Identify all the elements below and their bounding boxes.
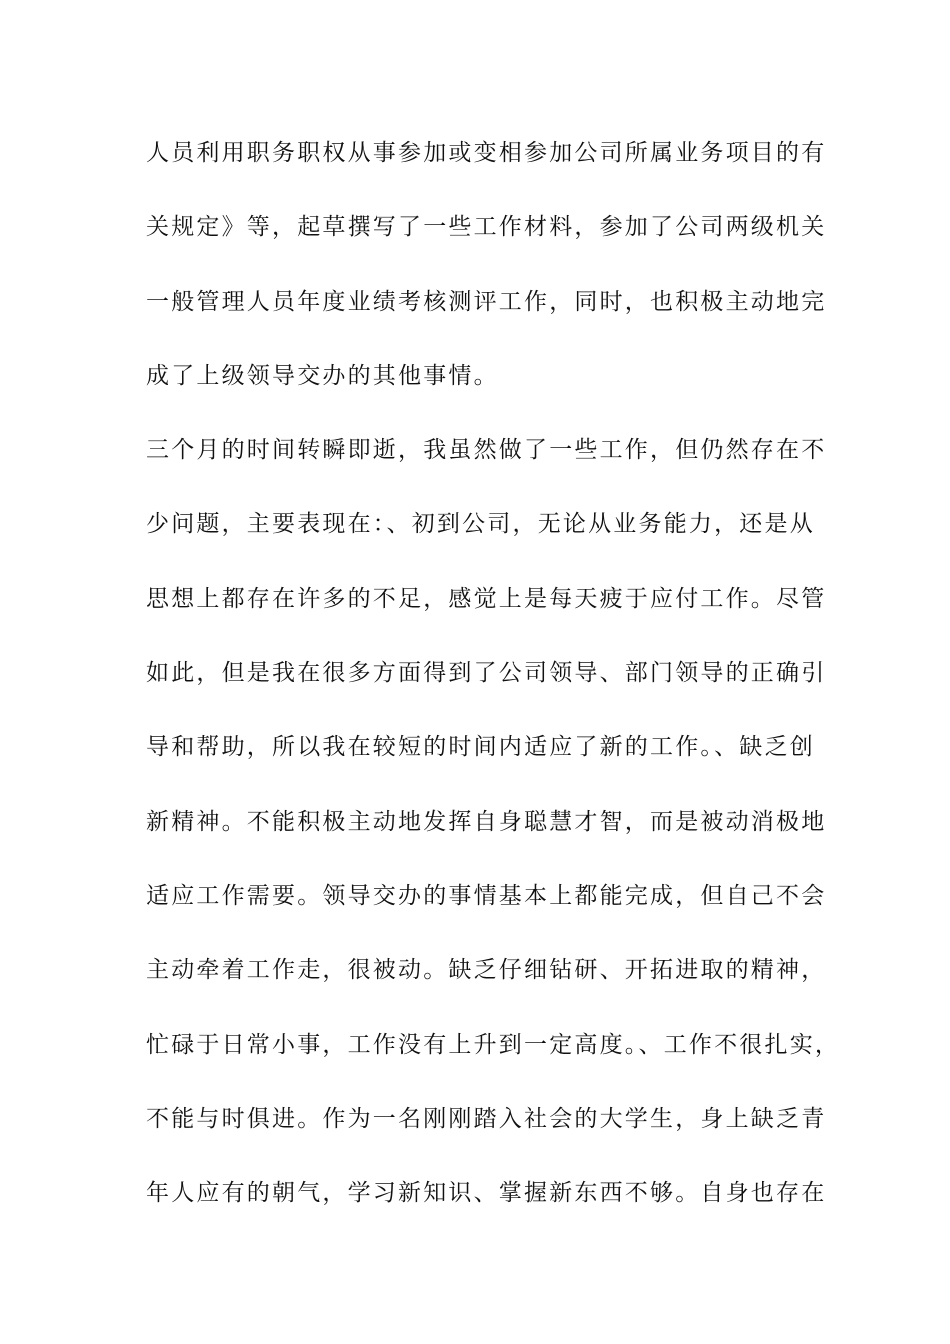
text-line: 新精神。不能积极主动地发挥自身聪慧才智，而是被动消极地 — [146, 808, 827, 835]
text-line: 少问题，主要表现在：、初到公司，无论从业务能力，还是从 — [146, 511, 815, 538]
text-line: 忙碌于日常小事，工作没有上升到一定高度。、工作不很扎实， — [146, 1031, 841, 1058]
text-line: 关规定》等，起草撰写了一些工作材料，参加了公司两级机关 — [146, 214, 827, 241]
body-text — [146, 131, 841, 1245]
text-line: 思想上都存在许多的不足，感觉上是每天疲于应付工作。尽管 — [146, 585, 827, 612]
text-line: 导和帮助，所以我在较短的时间内适应了新的工作。、缺乏创 — [146, 734, 815, 761]
text-line: 三个月的时间转瞬即逝，我虽然做了一些工作，但仍然存在不 — [146, 437, 827, 464]
text-line: 人员利用职务职权从事参加或变相参加公司所属业务项目的有 — [146, 140, 827, 166]
text-line: 如此，但是我在很多方面得到了公司领导、部门领导的正确引 — [146, 660, 827, 687]
text-line: 年人应有的朝气，学习新知识、掌握新东西不够。自身也存在 — [146, 1180, 827, 1207]
text-line: 主动牵着工作走，很被动。缺乏仔细钻研、开拓进取的精神， — [146, 957, 827, 984]
text-line: 成了上级领导交办的其他事情。 — [146, 362, 499, 389]
text-line: 一般管理人员年度业绩考核测评工作，同时，也积极主动地完 — [146, 288, 827, 315]
text-line: 适应工作需要。领导交办的事情基本上都能完成，但自己不会 — [146, 882, 827, 909]
text-line: 不能与时俱进。作为一名刚刚踏入社会的大学生，身上缺乏青 — [146, 1105, 827, 1132]
